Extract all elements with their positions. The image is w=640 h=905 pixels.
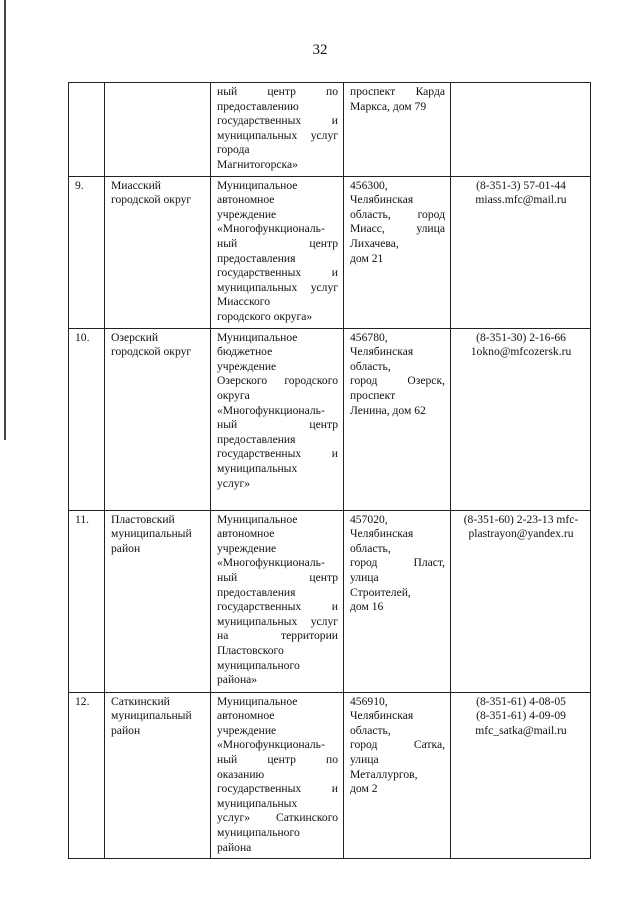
table-row [69,328,591,510]
table-row [69,692,591,859]
organization-line: ный центр по [217,85,338,98]
organization-line: Муниципальное [217,178,298,192]
organization-line: «Многофункциональ- [217,403,325,417]
address-line: город Пласт, [350,556,445,570]
address-line: проспект [350,388,396,402]
district-line: городской округ [111,345,192,359]
address-line: Челябинская [350,709,414,723]
district-cell [105,83,211,177]
organization-line: ный центр [217,236,338,250]
address-cell [344,328,451,510]
address-line: Строителей, [350,585,411,599]
organization-line: муниципальных услуг [217,128,338,142]
organization-line: города [217,143,250,157]
organization-line: учреждение [217,359,277,373]
organization-line: Озерского городского [217,374,338,388]
address-line: улица [350,752,379,766]
organization-line: предоставления [217,432,296,446]
organization-line: городского округа» [217,309,313,323]
row-number: 12. [69,692,105,859]
organization-line: «Многофункциональ- [217,556,325,570]
organization-cell [211,692,344,859]
address-line: Маркса, дом 79 [350,99,427,113]
address-line: Челябинская [350,527,414,541]
district-line: муниципальный [111,709,192,723]
district-cell [105,176,211,328]
address-line: область, город [350,207,445,221]
address-line: область, [350,359,391,373]
organization-line: Магнитогорска» [217,157,298,171]
organization-line: учреждение [217,541,277,555]
organization-line: «Многофункциональ- [217,738,325,752]
district-line: район [111,541,141,555]
district-line: район [111,723,141,737]
table-row [69,510,591,692]
district-line: Озерский [111,330,159,344]
address-line: город Озерск, [350,374,445,388]
address-line: область, [350,723,391,737]
organization-line: района» [217,673,258,687]
organization-line: государственных и [217,266,338,280]
organization-line: района [217,840,252,854]
organization-line: Миасского [217,295,271,309]
district-cell [105,328,211,510]
table-row [69,83,591,177]
organization-line: ный центр [217,418,338,432]
district-line: Миасский [111,178,161,192]
address-line: Челябинская [350,345,414,359]
address-line: город Сатка, [350,738,445,752]
district-line: городской округ [111,193,192,207]
organization-line: государственных и [217,447,338,461]
organization-cell [211,176,344,328]
address-line: дом 16 [350,600,384,614]
organization-line: муниципальных услуг [217,614,338,628]
row-number [69,83,105,177]
organization-line: округа [217,388,250,402]
contacts-line: (8-351-30) 2-16-66 [476,330,566,344]
page-number: 32 [312,42,328,58]
contacts-line: miass.mfc@mail.ru [475,193,567,207]
contacts-line: 1okno@mfcozersk.ru [470,345,572,359]
contacts-line: plastrayon@yandex.ru [468,527,574,541]
organization-line: предоставления [217,585,296,599]
organization-line: государственных и [217,114,338,128]
organization-line: учреждение [217,723,277,737]
address-line: 457020, [350,512,388,526]
organization-line: бюджетное [217,345,273,359]
contacts-line: (8-351-60) 2-23-13 mfc- [463,512,579,526]
organization-cell [211,328,344,510]
organization-line: государственных и [217,782,338,796]
row-number: 9. [69,176,105,328]
organization-line: муниципального [217,658,300,672]
contacts-cell [451,176,591,328]
address-line: область, [350,541,391,555]
organization-line: предоставлению [217,99,299,113]
row-number: 11. [69,510,105,692]
organization-line: оказанию [217,767,265,781]
address-line: 456300, [350,178,388,192]
organization-line: автономное [217,527,275,541]
organization-line: автономное [217,709,275,723]
organization-line: муниципальных [217,796,298,810]
address-line: улица [350,570,379,584]
organization-line: муниципальных [217,461,298,475]
contacts-line: mfc_satka@mail.ru [475,723,567,737]
organization-line: предоставления [217,251,296,265]
mfc-table [68,82,591,859]
row-number: 10. [69,328,105,510]
contacts-cell [451,510,591,692]
address-line: Миасс, улица [350,222,445,236]
organization-line: услуг» Саткинского [217,811,338,825]
organization-line: Муниципальное [217,694,298,708]
table-row [69,176,591,328]
margin-rule [4,0,6,440]
contacts-cell [451,692,591,859]
district-line: Саткинский [111,694,170,708]
address-line: Ленина, дом 62 [350,403,426,417]
district-cell [105,510,211,692]
organization-line: муниципальных услуг [217,280,338,294]
address-cell [344,176,451,328]
organization-line: ный центр [217,570,338,584]
address-line: Металлургов, [350,767,418,781]
address-line: 456910, [350,694,388,708]
contacts-cell [451,328,591,510]
organization-line: автономное [217,193,275,207]
organization-cell [211,83,344,177]
organization-cell [211,510,344,692]
address-cell [344,510,451,692]
contacts-cell [451,83,591,177]
organization-line: на территории [217,629,338,643]
address-cell [344,692,451,859]
address-cell [344,83,451,177]
address-line: дом 21 [350,251,384,265]
organization-line: муниципального [217,825,300,839]
table-body [69,83,591,859]
address-line: Челябинская [350,193,414,207]
organization-line: «Многофункциональ- [217,222,325,236]
organization-line: учреждение [217,207,277,221]
organization-line: услуг» [217,476,251,490]
contacts-line: (8-351-3) 57-01-44 [476,178,566,192]
contacts-line: (8-351-61) 4-09-09 [476,709,566,723]
organization-line: Муниципальное [217,330,298,344]
address-line: проспект Карда [350,85,445,98]
organization-line: государственных и [217,600,338,614]
organization-line: ный центр по [217,752,338,766]
address-line: 456780, [350,330,388,344]
organization-line: Муниципальное [217,512,298,526]
district-cell [105,692,211,859]
address-line: Лихачева, [350,236,399,250]
organization-line: Пластовского [217,643,284,657]
contacts-line: (8-351-61) 4-08-05 [476,694,566,708]
address-line: дом 2 [350,782,378,796]
district-line: муниципальный [111,527,192,541]
district-line: Пластовский [111,512,175,526]
